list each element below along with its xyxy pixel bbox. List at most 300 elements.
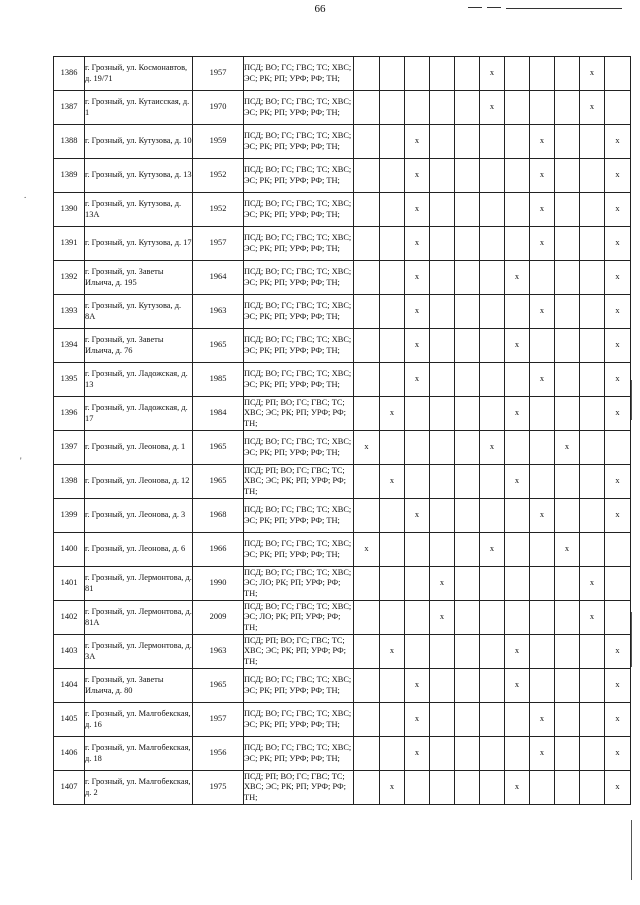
header-rule — [468, 7, 482, 8]
mark-cell — [455, 737, 480, 771]
mark-cell — [555, 703, 580, 737]
mark-cell — [455, 91, 480, 125]
row-number-cell: 1407 — [54, 771, 85, 805]
mark-cell — [405, 397, 430, 431]
mark-cell: x — [405, 329, 430, 363]
mark-cell: x — [405, 125, 430, 159]
mark-cell — [480, 669, 505, 703]
row-number-cell: 1406 — [54, 737, 85, 771]
mark-cell — [380, 703, 405, 737]
mark-cell: x — [354, 431, 380, 465]
mark-cell: x — [530, 363, 555, 397]
mark-cell — [430, 431, 455, 465]
address-cell: г. Грозный, ул. Кутузова, д. 10 — [85, 125, 193, 159]
mark-cell — [455, 499, 480, 533]
table-row — [54, 567, 631, 601]
mark-cell — [430, 635, 455, 669]
table-row — [54, 193, 631, 227]
year-built-cell: 1968 — [193, 499, 244, 533]
systems-cell: ПСД; ВО; ГС; ГВС; ТС; ХВС; ЭС; РК; РП; УРФ; РФ; ТН; — [244, 159, 354, 193]
mark-cell — [530, 91, 555, 125]
systems-cell: ПСД; ВО; ГС; ГВС; ТС; ХВС; ЭС; РК; РП; УРФ; РФ; ТН; — [244, 499, 354, 533]
row-number-cell: 1398 — [54, 465, 85, 499]
mark-cell: x — [405, 363, 430, 397]
mark-cell — [380, 125, 405, 159]
mark-cell — [555, 193, 580, 227]
mark-cell — [430, 499, 455, 533]
mark-cell: x — [605, 771, 631, 805]
mark-cell — [480, 635, 505, 669]
mark-cell — [530, 261, 555, 295]
mark-cell — [580, 499, 605, 533]
mark-cell — [605, 601, 631, 635]
mark-cell — [430, 363, 455, 397]
page-edge-line — [631, 820, 632, 880]
table-row — [54, 159, 631, 193]
mark-cell — [505, 703, 530, 737]
year-built-cell: 1965 — [193, 669, 244, 703]
year-built-cell: 1952 — [193, 193, 244, 227]
header-rule — [506, 8, 622, 9]
table-row — [54, 669, 631, 703]
table-body — [54, 57, 631, 805]
mark-cell — [430, 91, 455, 125]
mark-cell — [354, 159, 380, 193]
mark-cell — [555, 227, 580, 261]
mark-cell — [380, 669, 405, 703]
mark-cell — [605, 533, 631, 567]
mark-cell: x — [405, 737, 430, 771]
address-cell: г. Грозный, ул. Леонова, д. 1 — [85, 431, 193, 465]
mark-cell — [555, 397, 580, 431]
mark-cell: x — [530, 499, 555, 533]
mark-cell: x — [405, 227, 430, 261]
mark-cell: x — [480, 431, 505, 465]
mark-cell — [380, 329, 405, 363]
mark-cell — [405, 91, 430, 125]
table-row — [54, 329, 631, 363]
mark-cell — [480, 465, 505, 499]
mark-cell — [354, 465, 380, 499]
table-row — [54, 397, 631, 431]
mark-cell: x — [405, 159, 430, 193]
margin-mark: ' — [20, 456, 22, 466]
mark-cell — [455, 669, 480, 703]
mark-cell — [430, 329, 455, 363]
mark-cell — [505, 227, 530, 261]
mark-cell: x — [605, 703, 631, 737]
mark-cell — [580, 295, 605, 329]
row-number-cell: 1400 — [54, 533, 85, 567]
mark-cell: x — [580, 601, 605, 635]
mark-cell — [530, 669, 555, 703]
systems-cell: ПСД; РП; ВО; ГС; ГВС; ТС; ХВС; ЭС; РК; РП; УРФ; РФ; ТН; — [244, 635, 354, 669]
address-cell: г. Грозный, ул. Лермонтова, д. 81 — [85, 567, 193, 601]
mark-cell — [530, 465, 555, 499]
mark-cell: x — [505, 329, 530, 363]
year-built-cell: 1964 — [193, 261, 244, 295]
mark-cell: x — [405, 261, 430, 295]
table-row — [54, 295, 631, 329]
mark-cell — [555, 771, 580, 805]
address-cell: г. Грозный, ул. Малгобекская, д. 16 — [85, 703, 193, 737]
mark-cell — [430, 261, 455, 295]
mark-cell — [455, 261, 480, 295]
systems-cell: ПСД; ВО; ГС; ГВС; ТС; ХВС; ЭС; РК; РП; УРФ; РФ; ТН; — [244, 737, 354, 771]
header-rule — [487, 7, 501, 8]
mark-cell — [505, 363, 530, 397]
mark-cell — [505, 295, 530, 329]
mark-cell — [555, 261, 580, 295]
mark-cell — [455, 465, 480, 499]
mark-cell — [380, 261, 405, 295]
table-row — [54, 533, 631, 567]
mark-cell — [555, 91, 580, 125]
address-cell: г. Грозный, ул. Малгобекская, д. 18 — [85, 737, 193, 771]
row-number-cell: 1405 — [54, 703, 85, 737]
mark-cell: x — [605, 261, 631, 295]
mark-cell — [405, 533, 430, 567]
systems-cell: ПСД; ВО; ГС; ГВС; ТС; ХВС; ЭС; РК; РП; УРФ; РФ; ТН; — [244, 261, 354, 295]
row-number-cell: 1393 — [54, 295, 85, 329]
mark-cell — [480, 737, 505, 771]
mark-cell — [354, 91, 380, 125]
mark-cell — [354, 295, 380, 329]
year-built-cell: 1975 — [193, 771, 244, 805]
row-number-cell: 1402 — [54, 601, 85, 635]
mark-cell — [354, 125, 380, 159]
mark-cell — [380, 57, 405, 91]
table-row — [54, 125, 631, 159]
mark-cell — [480, 125, 505, 159]
year-built-cell: 1985 — [193, 363, 244, 397]
mark-cell — [430, 227, 455, 261]
mark-cell — [405, 601, 430, 635]
table-row — [54, 737, 631, 771]
mark-cell — [580, 635, 605, 669]
mark-cell — [405, 465, 430, 499]
mark-cell — [455, 601, 480, 635]
mark-cell — [505, 737, 530, 771]
mark-cell — [354, 601, 380, 635]
table-row — [54, 499, 631, 533]
mark-cell — [605, 91, 631, 125]
mark-cell — [530, 771, 555, 805]
mark-cell — [555, 295, 580, 329]
mark-cell — [555, 737, 580, 771]
mark-cell — [480, 771, 505, 805]
mark-cell: x — [530, 227, 555, 261]
mark-cell — [455, 125, 480, 159]
systems-cell: ПСД; ВО; ГС; ГВС; ТС; ХВС; ЭС; РК; РП; УРФ; РФ; ТН; — [244, 669, 354, 703]
mark-cell: x — [405, 499, 430, 533]
mark-cell — [405, 431, 430, 465]
year-built-cell: 1963 — [193, 295, 244, 329]
mark-cell — [430, 159, 455, 193]
row-number-cell: 1388 — [54, 125, 85, 159]
mark-cell — [505, 193, 530, 227]
systems-cell: ПСД; РП; ВО; ГС; ГВС; ТС; ХВС; ЭС; РК; РП; УРФ; РФ; ТН; — [244, 771, 354, 805]
year-built-cell: 1970 — [193, 91, 244, 125]
table-row — [54, 635, 631, 669]
mark-cell — [530, 567, 555, 601]
mark-cell — [480, 703, 505, 737]
mark-cell: x — [530, 703, 555, 737]
year-built-cell: 1956 — [193, 737, 244, 771]
mark-cell — [380, 431, 405, 465]
mark-cell — [480, 499, 505, 533]
mark-cell: x — [405, 193, 430, 227]
mark-cell — [455, 397, 480, 431]
mark-cell — [580, 431, 605, 465]
table-row — [54, 227, 631, 261]
systems-cell: ПСД; РП; ВО; ГС; ГВС; ТС; ХВС; ЭС; РК; РП; УРФ; РФ; ТН; — [244, 465, 354, 499]
mark-cell: x — [505, 397, 530, 431]
mark-cell — [354, 227, 380, 261]
mark-cell — [580, 193, 605, 227]
mark-cell: x — [580, 567, 605, 601]
margin-mark: . — [24, 190, 27, 200]
address-cell: г. Грозный, ул. Заветы Ильича, д. 76 — [85, 329, 193, 363]
mark-cell — [354, 329, 380, 363]
row-number-cell: 1386 — [54, 57, 85, 91]
mark-cell: x — [580, 91, 605, 125]
mark-cell — [605, 57, 631, 91]
mark-cell: x — [605, 499, 631, 533]
mark-cell — [405, 771, 430, 805]
mark-cell — [354, 567, 380, 601]
mark-cell — [380, 499, 405, 533]
mark-cell: x — [605, 669, 631, 703]
mark-cell — [380, 91, 405, 125]
table-row — [54, 91, 631, 125]
mark-cell — [580, 125, 605, 159]
page-edge-line — [631, 380, 632, 420]
mark-cell — [480, 193, 505, 227]
mark-cell — [505, 159, 530, 193]
table-row — [54, 363, 631, 397]
systems-cell: ПСД; ВО; ГС; ГВС; ТС; ХВС; ЭС; РК; РП; УРФ; РФ; ТН; — [244, 227, 354, 261]
mark-cell — [380, 533, 405, 567]
mark-cell — [555, 125, 580, 159]
address-cell: г. Грозный, ул. Заветы Ильича, д. 195 — [85, 261, 193, 295]
systems-cell: ПСД; ВО; ГС; ГВС; ТС; ХВС; ЭС; РК; РП; УРФ; РФ; ТН; — [244, 57, 354, 91]
mark-cell — [354, 703, 380, 737]
mark-cell — [605, 431, 631, 465]
mark-cell — [430, 669, 455, 703]
year-built-cell: 2009 — [193, 601, 244, 635]
mark-cell: x — [605, 295, 631, 329]
address-cell: г. Грозный, ул. Кутузова, д. 13 — [85, 159, 193, 193]
mark-cell — [480, 227, 505, 261]
mark-cell — [555, 57, 580, 91]
mark-cell — [405, 57, 430, 91]
mark-cell — [555, 499, 580, 533]
mark-cell — [354, 737, 380, 771]
address-cell: г. Грозный, ул. Леонова, д. 3 — [85, 499, 193, 533]
mark-cell: x — [430, 567, 455, 601]
mark-cell — [455, 159, 480, 193]
mark-cell: x — [430, 601, 455, 635]
mark-cell — [430, 193, 455, 227]
mark-cell — [555, 669, 580, 703]
mark-cell — [354, 397, 380, 431]
year-built-cell: 1957 — [193, 703, 244, 737]
mark-cell — [480, 397, 505, 431]
mark-cell — [405, 635, 430, 669]
mark-cell: x — [605, 329, 631, 363]
mark-cell — [580, 533, 605, 567]
mark-cell: x — [354, 533, 380, 567]
mark-cell — [505, 601, 530, 635]
address-cell: г. Грозный, ул. Ладожская, д. 17 — [85, 397, 193, 431]
address-cell: г. Грозный, ул. Малгобекская, д. 2 — [85, 771, 193, 805]
mark-cell — [354, 771, 380, 805]
mark-cell: x — [605, 363, 631, 397]
systems-cell: ПСД; ВО; ГС; ГВС; ТС; ХВС; ЭС; РК; РП; УРФ; РФ; ТН; — [244, 703, 354, 737]
mark-cell — [580, 363, 605, 397]
mark-cell: x — [380, 465, 405, 499]
mark-cell — [455, 227, 480, 261]
address-cell: г. Грозный, ул. Лермонтова, д. 3А — [85, 635, 193, 669]
mark-cell: x — [480, 57, 505, 91]
mark-cell — [380, 601, 405, 635]
mark-cell — [354, 499, 380, 533]
address-cell: г. Грозный, ул. Леонова, д. 12 — [85, 465, 193, 499]
mark-cell — [530, 431, 555, 465]
mark-cell — [530, 329, 555, 363]
address-cell: г. Грозный, ул. Кутузова, д. 8А — [85, 295, 193, 329]
mark-cell: x — [605, 635, 631, 669]
address-cell: г. Грозный, ул. Лермонтова, д. 81А — [85, 601, 193, 635]
year-built-cell: 1965 — [193, 329, 244, 363]
mark-cell — [505, 91, 530, 125]
mark-cell: x — [555, 533, 580, 567]
mark-cell — [405, 567, 430, 601]
address-cell: г. Грозный, ул. Ладожская, д. 13 — [85, 363, 193, 397]
mark-cell — [354, 363, 380, 397]
mark-cell — [430, 771, 455, 805]
mark-cell: x — [530, 159, 555, 193]
systems-cell: ПСД; ВО; ГС; ГВС; ТС; ХВС; ЭС; ЛО; РК; РП; УРФ; РФ; ТН; — [244, 567, 354, 601]
mark-cell — [480, 363, 505, 397]
mark-cell — [380, 737, 405, 771]
mark-cell — [530, 635, 555, 669]
row-number-cell: 1389 — [54, 159, 85, 193]
mark-cell: x — [505, 465, 530, 499]
mark-cell — [430, 125, 455, 159]
mark-cell — [430, 397, 455, 431]
mark-cell — [480, 567, 505, 601]
mark-cell — [530, 57, 555, 91]
mark-cell: x — [480, 91, 505, 125]
page-number: 66 — [314, 3, 326, 15]
mark-cell — [580, 771, 605, 805]
table-row — [54, 601, 631, 635]
mark-cell — [455, 329, 480, 363]
mark-cell: x — [530, 193, 555, 227]
row-number-cell: 1394 — [54, 329, 85, 363]
address-cell: г. Грозный, ул. Космонавтов, д. 19/71 — [85, 57, 193, 91]
mark-cell: x — [505, 771, 530, 805]
table-row — [54, 431, 631, 465]
year-built-cell: 1965 — [193, 431, 244, 465]
mark-cell — [480, 159, 505, 193]
table-row — [54, 771, 631, 805]
mark-cell — [505, 499, 530, 533]
year-built-cell: 1957 — [193, 57, 244, 91]
mark-cell: x — [380, 635, 405, 669]
row-number-cell: 1403 — [54, 635, 85, 669]
mark-cell — [555, 159, 580, 193]
mark-cell — [580, 465, 605, 499]
systems-cell: ПСД; ВО; ГС; ГВС; ТС; ХВС; ЭС; РК; РП; УРФ; РФ; ТН; — [244, 193, 354, 227]
mark-cell — [555, 465, 580, 499]
year-built-cell: 1966 — [193, 533, 244, 567]
mark-cell — [580, 329, 605, 363]
mark-cell — [555, 635, 580, 669]
mark-cell — [455, 193, 480, 227]
mark-cell — [505, 125, 530, 159]
mark-cell — [505, 567, 530, 601]
mark-cell — [605, 567, 631, 601]
address-cell: г. Грозный, ул. Заветы Ильича, д. 80 — [85, 669, 193, 703]
mark-cell — [455, 431, 480, 465]
address-cell: г. Грозный, ул. Леонова, д. 6 — [85, 533, 193, 567]
mark-cell — [455, 295, 480, 329]
systems-cell: ПСД; ВО; ГС; ГВС; ТС; ХВС; ЭС; РК; РП; УРФ; РФ; ТН; — [244, 91, 354, 125]
mark-cell — [380, 193, 405, 227]
table-row — [54, 57, 631, 91]
table-row — [54, 465, 631, 499]
row-number-cell: 1404 — [54, 669, 85, 703]
mark-cell: x — [605, 397, 631, 431]
table-row — [54, 261, 631, 295]
mark-cell: x — [505, 669, 530, 703]
row-number-cell: 1396 — [54, 397, 85, 431]
mark-cell: x — [605, 465, 631, 499]
mark-cell — [455, 703, 480, 737]
mark-cell — [455, 533, 480, 567]
mark-cell — [354, 193, 380, 227]
mark-cell — [555, 567, 580, 601]
mark-cell — [455, 363, 480, 397]
mark-cell — [555, 363, 580, 397]
row-number-cell: 1401 — [54, 567, 85, 601]
address-cell: г. Грозный, ул. Кутаисская, д. 1 — [85, 91, 193, 125]
row-number-cell: 1387 — [54, 91, 85, 125]
page-edge-line — [631, 612, 632, 667]
mark-cell — [455, 57, 480, 91]
mark-cell — [455, 771, 480, 805]
systems-cell: ПСД; РП; ВО; ГС; ГВС; ТС; ХВС; ЭС; РК; РП; УРФ; РФ; ТН; — [244, 397, 354, 431]
mark-cell — [555, 329, 580, 363]
housing-registry-table — [53, 56, 631, 805]
mark-cell — [380, 295, 405, 329]
mark-cell — [354, 635, 380, 669]
mark-cell: x — [555, 431, 580, 465]
systems-cell: ПСД; ВО; ГС; ГВС; ТС; ХВС; ЭС; РК; РП; УРФ; РФ; ТН; — [244, 533, 354, 567]
mark-cell — [480, 329, 505, 363]
mark-cell — [580, 669, 605, 703]
mark-cell — [380, 227, 405, 261]
mark-cell: x — [605, 125, 631, 159]
systems-cell: ПСД; ВО; ГС; ГВС; ТС; ХВС; ЭС; РК; РП; УРФ; РФ; ТН; — [244, 125, 354, 159]
mark-cell — [530, 601, 555, 635]
mark-cell — [480, 295, 505, 329]
mark-cell: x — [580, 57, 605, 91]
mark-cell — [555, 601, 580, 635]
